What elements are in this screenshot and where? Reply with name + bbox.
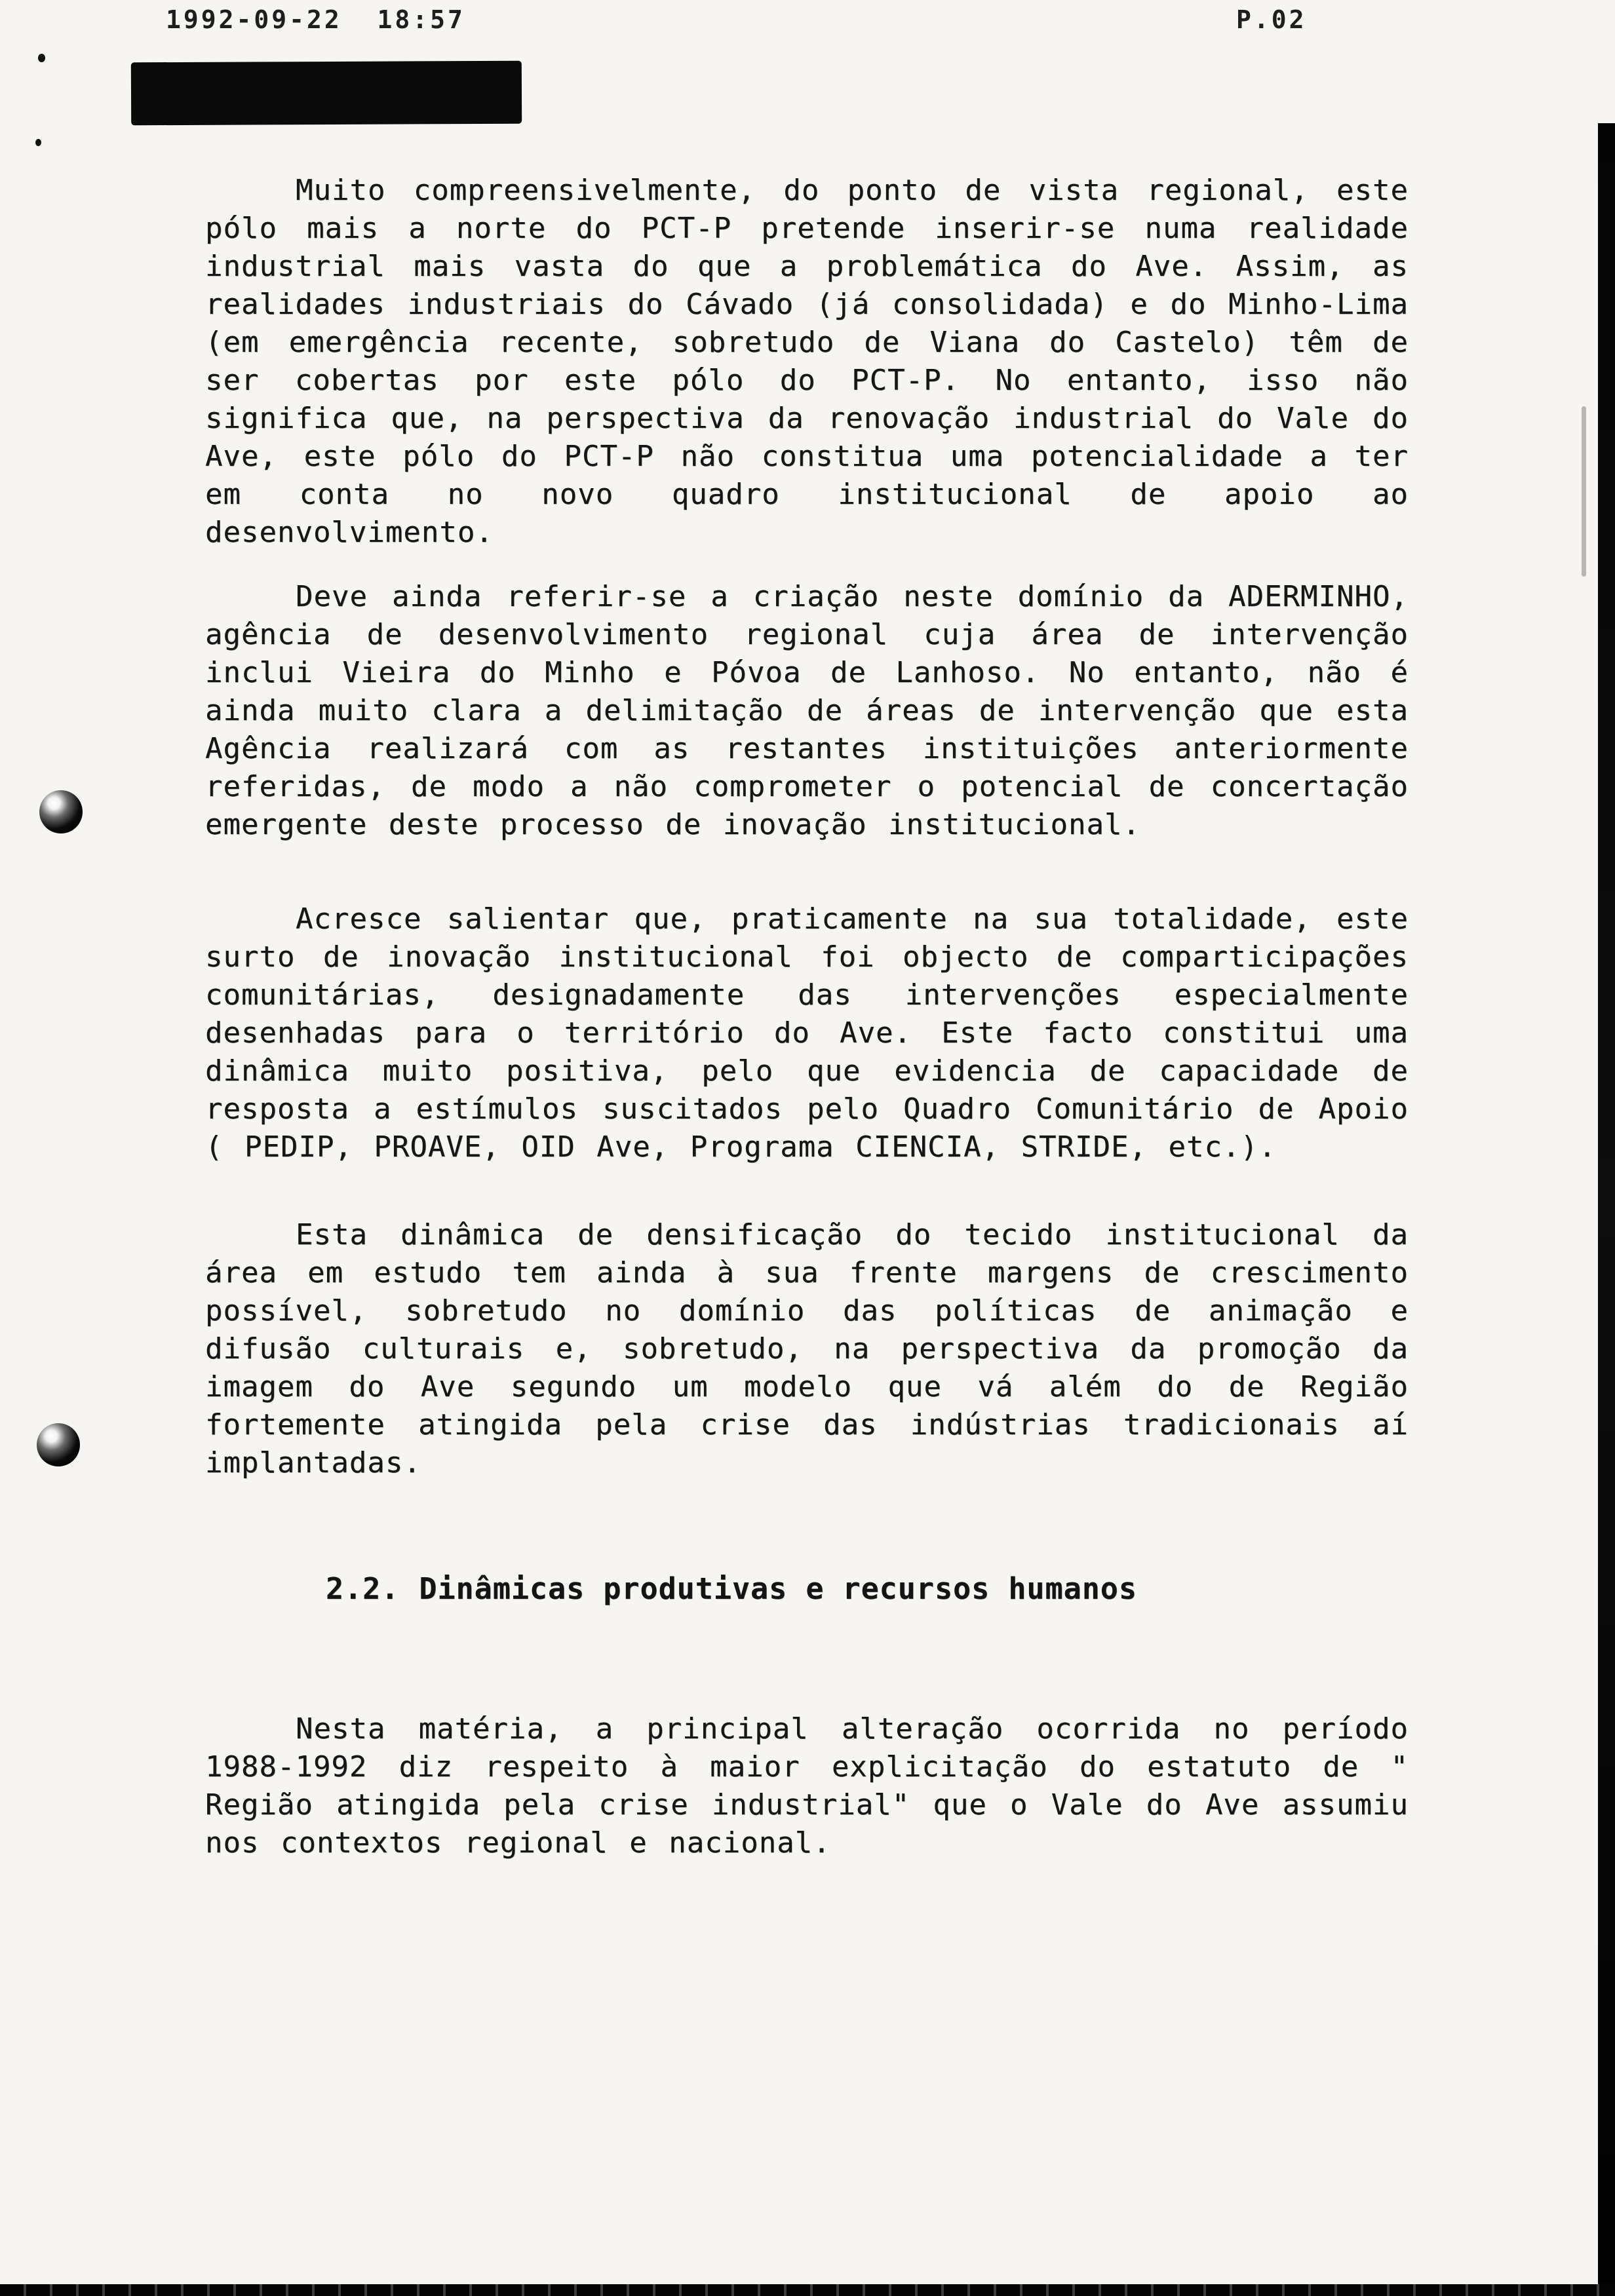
section-heading-title: Dinâmicas produtivas e recursos humanos — [419, 1571, 1137, 1606]
scan-edge-bottom — [0, 2284, 1615, 2296]
paragraph-1: Muito compreensivelmente, do ponto de vista regional, este pólo mais a norte do PCT-P pretende inserir-se numa realidade industrial mais vasta do que a problemática do Ave. Assim, as realidades industriais do Cávado (já consolidada) e do Minho-Lima (em emergência recente, sobretudo de Viana do Castelo) têm de ser cobertas por este pólo do PCT-P. No entanto, isso não significa que, na perspectiva da renovação industrial do Vale do Ave, este pólo do PCT-P não constitua uma potencialidade a ter em conta no novo quadro institucional de apoio ao desenvolvimento. — [205, 174, 1409, 549]
scan-smudge — [1582, 406, 1586, 577]
paragraph-5: Nesta matéria, a principal alteração ocorrida no período 1988-1992 diz respeito à maior explicitação do estatuto de " Região atingida pela crise industrial" que o Vale do Ave assumiu nos contextos regional e nacional. — [205, 1712, 1409, 1860]
scan-edge-right — [1598, 123, 1615, 2284]
punch-hole-mark-bottom — [37, 1423, 80, 1466]
section-heading-number: 2.2. — [326, 1571, 400, 1606]
punch-hole-mark-top — [39, 790, 83, 833]
section-heading — [326, 1570, 1137, 1608]
header-ink-bar — [131, 61, 522, 126]
paragraph-2: Deve ainda referir-se a criação neste domínio da ADERMINHO, agência de desenvolvimento regional cuja área de intervenção inclui Vieira do Minho e Póvoa de Lanhoso. No entanto, não é ainda muito clara a delimitação de áreas de intervenção que esta Agência realizará com as restantes instituições anteriormente referidas, de modo a não comprometer o potencial de concertação emergente deste processo de inovação institucional. — [205, 580, 1409, 841]
scan-speck — [38, 54, 45, 62]
fax-page-number: P.02 — [1236, 5, 1307, 34]
paragraph-3: Acresce salientar que, praticamente na sua totalidade, este surto de inovação institucional foi objecto de comparticipações comunitárias, designadamente das intervenções especialmente desenhadas para o território do Ave. Este facto constitui uma dinâmica muito positiva, pelo que evidencia de capacidade de resposta a estímulos suscitados pelo Quadro Comunitário de Apoio ( PEDIP, PROAVE, OID Ave, Programa CIENCIA, STRIDE, etc.). — [205, 902, 1409, 1164]
scan-speck — [35, 139, 41, 146]
fax-timestamp: 1992-09-22 18:57 — [166, 5, 465, 34]
paragraph-4: Esta dinâmica de densificação do tecido institucional da área em estudo tem ainda à sua frente margens de crescimento possível, sobretudo no domínio das políticas de animação e difusão culturais e, sobretudo, na perspectiva da promoção da imagem do Ave segundo um modelo que vá além do de Região fortemente atingida pela crise das indústrias tradicionais aí implantadas. — [205, 1218, 1409, 1480]
